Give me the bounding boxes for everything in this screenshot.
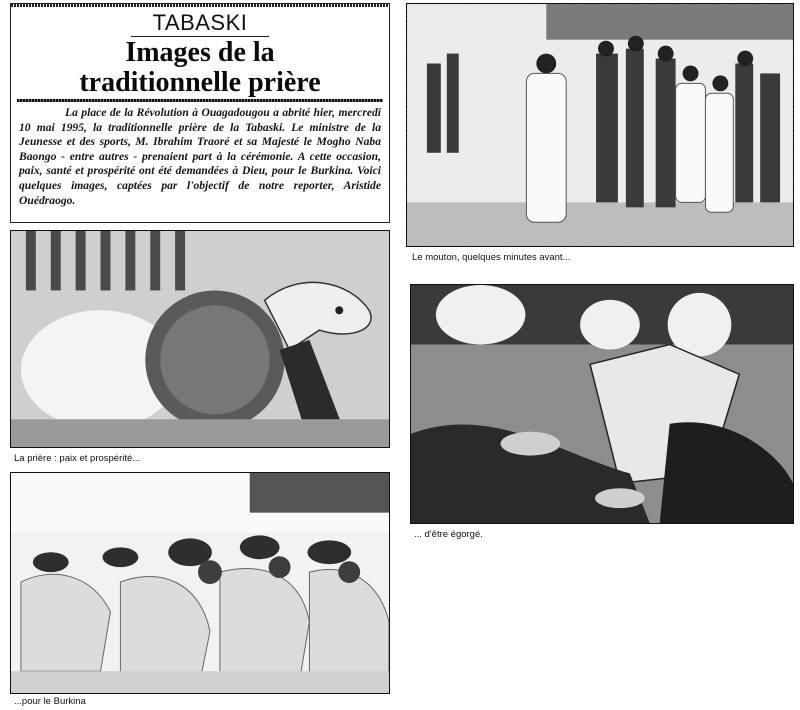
headline-rule (17, 99, 383, 102)
headline-line-1: Images de la (125, 37, 275, 68)
lead-paragraph: La place de la Révolution à Ouagadougou a abrité hier, mercredi 10 mai 1995, la traditionnelle prière de la Tabaski. Le ministre de la Jeunesse et des sports, M. Ibrahim Traoré et sa Majesté le Mogho Naba Baongo - entre autres - prenaient part à la cérémonie. A cette occasion, paix, santé et prospérité ont été demandées à Dieu, pour le Burkina. Voici quelques images, captées par l'objectif de notre reporter, Aristide Ouédraogo. (19, 106, 381, 207)
caption-photo-1: Le mouton, quelques minutes avant... (412, 252, 571, 263)
photo-sheep (10, 230, 390, 448)
top-rule (11, 4, 389, 7)
caption-photo-2: La prière : paix et prospérité... (14, 453, 141, 464)
headline (11, 38, 389, 98)
photo-crowd-standing (406, 3, 794, 247)
kicker: TABASKI (152, 10, 248, 35)
caption-photo-4: ...pour le Burkina (14, 696, 86, 707)
photo-sacrifice (410, 284, 794, 524)
caption-photo-3: ... d'être égorgé. (414, 529, 483, 540)
headline-line-2: traditionnelle prière (79, 67, 321, 98)
photo-kneeling-worshippers (10, 472, 390, 694)
article-header (10, 3, 390, 223)
